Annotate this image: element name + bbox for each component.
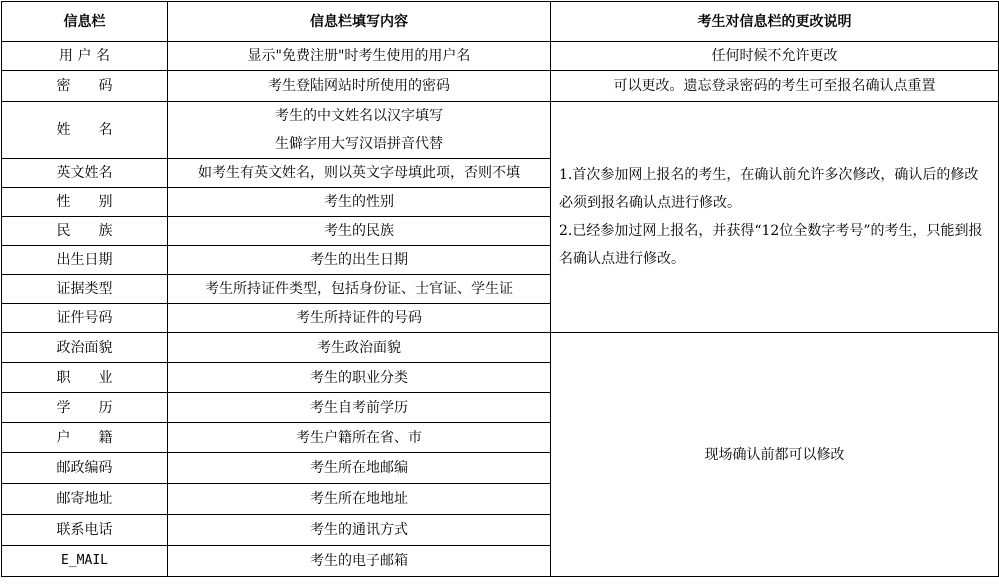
content-postcode: 考生所在地邮编 — [168, 453, 551, 484]
content-id-number: 考生所持证件的号码 — [168, 304, 551, 333]
content-phone: 考生的通讯方式 — [168, 515, 551, 546]
table-row — [2, 333, 999, 363]
content-gender: 考生的性别 — [168, 188, 551, 217]
field-name: 姓 名 — [2, 102, 168, 159]
field-gender: 性 别 — [2, 188, 168, 217]
content-birthdate: 考生的出生日期 — [168, 246, 551, 275]
field-ethnicity: 民 族 — [2, 217, 168, 246]
group-note-1-item1: 1.首次参加网上报名的考生，在确认前允许多次修改，确认后的修改必须到报名确认点进行修改。 — [559, 167, 979, 211]
content-ethnicity: 考生的民族 — [168, 217, 551, 246]
content-address: 考生所在地地址 — [168, 484, 551, 515]
header-field: 信息栏 — [2, 2, 168, 42]
table-row — [2, 102, 999, 159]
field-english-name: 英文姓名 — [2, 159, 168, 188]
note-username: 任何时候不允许更改 — [551, 42, 999, 71]
field-id-number: 证件号码 — [2, 304, 168, 333]
content-occupation: 考生的职业分类 — [168, 363, 551, 393]
content-username: 显示"免费注册"时考生使用的用户名 — [168, 42, 551, 71]
group-note-1 — [551, 102, 999, 333]
field-household: 户 籍 — [2, 423, 168, 453]
field-political: 政治面貌 — [2, 333, 168, 363]
info-field-table — [1, 1, 999, 577]
content-education: 考生自考前学历 — [168, 393, 551, 423]
content-household: 考生户籍所在省、市 — [168, 423, 551, 453]
header-content: 信息栏填写内容 — [168, 2, 551, 42]
content-english-name: 如考生有英文姓名，则以英文字母填此项，否则不填 — [168, 159, 551, 188]
content-email: 考生的电子邮箱 — [168, 546, 551, 577]
field-occupation: 职 业 — [2, 363, 168, 393]
table-row — [2, 42, 999, 71]
field-password: 密 码 — [2, 71, 168, 102]
field-education: 学 历 — [2, 393, 168, 423]
field-phone: 联系电话 — [2, 515, 168, 546]
content-name-line1: 考生的中文姓名以汉字填写 — [275, 108, 443, 124]
header-note: 考生对信息栏的更改说明 — [551, 2, 999, 42]
table-row — [2, 71, 999, 102]
field-id-type: 证据类型 — [2, 275, 168, 304]
field-birthdate: 出生日期 — [2, 246, 168, 275]
content-political: 考生政治面貌 — [168, 333, 551, 363]
note-password: 可以更改。遗忘登录密码的考生可至报名确认点重置 — [551, 71, 999, 102]
group-note-1-item2: 2.已经参加过网上报名，并获得“12位全数字考号”的考生，只能到报名确认点进行修改。 — [559, 223, 983, 267]
field-address: 邮寄地址 — [2, 484, 168, 515]
field-email: E_MAIL — [2, 546, 168, 577]
field-postcode: 邮政编码 — [2, 453, 168, 484]
content-name-line2: 生僻字用大写汉语拼音代替 — [275, 136, 443, 152]
field-username: 用 户 名 — [2, 42, 168, 71]
header-row — [2, 2, 999, 42]
content-password: 考生登陆网站时所使用的密码 — [168, 71, 551, 102]
content-id-type: 考生所持证件类型，包括身份证、士官证、学生证 — [168, 275, 551, 304]
content-name — [168, 102, 551, 159]
group-note-2: 现场确认前都可以修改 — [551, 333, 999, 577]
